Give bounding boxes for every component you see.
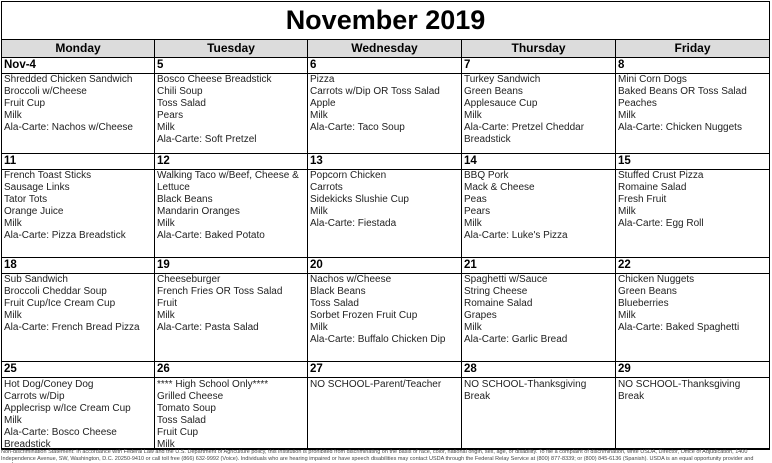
day-cell bbox=[616, 58, 769, 154]
day-cell bbox=[2, 258, 155, 362]
menu-item: Milk bbox=[4, 415, 22, 426]
menu-item: Ala-Carte: Luke's Pizza bbox=[464, 230, 568, 241]
menu-item: Grilled Cheese bbox=[157, 391, 224, 402]
menu-item: Milk bbox=[157, 122, 175, 133]
day-cell bbox=[155, 58, 308, 154]
day-cell bbox=[462, 154, 616, 258]
calendar-title: November 2019 bbox=[2, 2, 769, 40]
menu-item: French Toast Sticks bbox=[4, 170, 92, 181]
menu-item: Milk bbox=[157, 439, 175, 449]
menu-item: Peas bbox=[464, 194, 487, 205]
day-cell bbox=[462, 362, 616, 449]
menu-item: Carrots w/Dip bbox=[4, 391, 65, 402]
menu-items bbox=[2, 74, 154, 134]
day-number: 27 bbox=[308, 362, 461, 378]
menu-item: Milk bbox=[464, 218, 482, 229]
day-cell bbox=[2, 362, 155, 449]
menu-item: Stuffed Crust Pizza bbox=[618, 170, 704, 181]
menu-items bbox=[2, 274, 154, 334]
menu-items bbox=[2, 378, 154, 449]
menu-items bbox=[308, 378, 461, 391]
menu-item: Black Beans bbox=[157, 194, 213, 205]
menu-item: Chili Soup bbox=[157, 86, 203, 97]
day-cell bbox=[462, 258, 616, 362]
day-header-tuesday: Tuesday bbox=[155, 40, 308, 58]
menu-item: Romaine Salad bbox=[618, 182, 687, 193]
menu-item: Ala-Carte: Egg Roll bbox=[618, 218, 704, 229]
menu-item: Milk bbox=[310, 110, 328, 121]
menu-items bbox=[462, 378, 615, 403]
menu-item: Milk bbox=[618, 310, 636, 321]
menu-item: Milk bbox=[4, 218, 22, 229]
menu-items bbox=[308, 274, 461, 346]
day-cell bbox=[308, 362, 462, 449]
day-number: 26 bbox=[155, 362, 307, 378]
menu-item: Ala-Carte: Pizza Breadstick bbox=[4, 230, 126, 241]
menu-item: Ala-Carte: Soft Pretzel bbox=[157, 134, 257, 145]
non-discrimination-statement: Non-discrimination Statement: In accordance with Federal Law and the U.S. Department of Agriculture policy, this institution is prohibited from discriminating on the basis of race, color, national origin, sex, age, or disability. To file a complaint of discrimination, write USDA, Director, Office of Adjudication, 1400 Independence Avenue, SW, Washington, D.C. 20250-9410 or call toll free (866) 632-9992 (Voice). Individuals who are hearing impaired or have speech disabilities may contact USDA through the Federal Relay Service at (800) 877-8339; or (800) 845-6136 (Spanish). USDA is an equal opportunity provider and bbox=[1, 449, 754, 462]
day-number: 14 bbox=[462, 154, 615, 170]
menu-item: Sub Sandwich bbox=[4, 274, 68, 285]
menu-item: Spaghetti w/Sauce bbox=[464, 274, 548, 285]
menu-item: Mini Corn Dogs bbox=[618, 74, 687, 85]
menu-item: Milk bbox=[618, 206, 636, 217]
menu-item: Ala-Carte: Pretzel Cheddar Breadstick bbox=[464, 122, 585, 145]
day-number: 8 bbox=[616, 58, 769, 74]
menu-item: Sausage Links bbox=[4, 182, 70, 193]
menu-item: Baked Beans OR Toss Salad bbox=[618, 86, 747, 97]
menu-item: Sorbet Frozen Fruit Cup bbox=[310, 310, 418, 321]
menu-item: Chicken Nuggets bbox=[618, 274, 695, 285]
menu-item: Ala-Carte: French Bread Pizza bbox=[4, 322, 140, 333]
menu-item: Black Beans bbox=[310, 286, 366, 297]
menu-item: Romaine Salad bbox=[464, 298, 533, 309]
day-number: 7 bbox=[462, 58, 615, 74]
menu-items bbox=[616, 378, 769, 403]
menu-items bbox=[155, 74, 307, 146]
day-header-monday: Monday bbox=[2, 40, 155, 58]
menu-item: Fresh Fruit bbox=[618, 194, 667, 205]
day-cell bbox=[616, 362, 769, 449]
menu-item: Applesauce Cup bbox=[464, 98, 538, 109]
menu-item: Popcorn Chicken bbox=[310, 170, 387, 181]
menu-item: NO SCHOOL-Thanksgiving Break bbox=[618, 379, 741, 402]
menu-item: NO SCHOOL-Parent/Teacher bbox=[310, 379, 442, 390]
menu-item: Mandarin Oranges bbox=[157, 206, 240, 217]
menu-item: Ala-Carte: Buffalo Chicken Dip bbox=[310, 334, 446, 345]
day-number: 5 bbox=[155, 58, 307, 74]
menu-item: Apple bbox=[310, 98, 336, 109]
menu-item: Grapes bbox=[464, 310, 497, 321]
menu-item: Milk bbox=[310, 322, 328, 333]
day-cell bbox=[462, 58, 616, 154]
menu-item: Shredded Chicken Sandwich bbox=[4, 74, 133, 85]
menu-item: Pizza bbox=[310, 74, 335, 85]
menu-item: Fruit bbox=[157, 298, 177, 309]
day-header-friday: Friday bbox=[616, 40, 769, 58]
menu-item: Carrots bbox=[310, 182, 343, 193]
day-number: 15 bbox=[616, 154, 769, 170]
day-cell bbox=[2, 58, 155, 154]
menu-item: Turkey Sandwich bbox=[464, 74, 541, 85]
day-number: 20 bbox=[308, 258, 461, 274]
menu-item: Ala-Carte: Bosco Cheese Breadstick bbox=[4, 427, 117, 449]
day-number: 11 bbox=[2, 154, 154, 170]
menu-item: Ala-Carte: Nachos w/Cheese bbox=[4, 122, 133, 133]
menu-item: Peaches bbox=[618, 98, 657, 109]
menu-item: Blueberries bbox=[618, 298, 669, 309]
menu-items bbox=[616, 74, 769, 134]
day-cell bbox=[616, 154, 769, 258]
menu-item: Toss Salad bbox=[157, 98, 206, 109]
day-cell bbox=[155, 154, 308, 258]
menu-items bbox=[155, 378, 307, 449]
menu-items bbox=[462, 170, 615, 242]
day-header-thursday: Thursday bbox=[462, 40, 616, 58]
menu-item: Milk bbox=[4, 110, 22, 121]
day-header-wednesday: Wednesday bbox=[308, 40, 462, 58]
menu-item: Ala-Carte: Chicken Nuggets bbox=[618, 122, 742, 133]
menu-items bbox=[462, 74, 615, 146]
menu-item: Ala-Carte: Garlic Bread bbox=[464, 334, 568, 345]
menu-item: Cheeseburger bbox=[157, 274, 221, 285]
day-number: 28 bbox=[462, 362, 615, 378]
menu-items bbox=[2, 170, 154, 242]
day-cell bbox=[308, 58, 462, 154]
menu-item: Toss Salad bbox=[310, 298, 359, 309]
day-cell bbox=[616, 258, 769, 362]
menu-items bbox=[308, 170, 461, 230]
day-number: 22 bbox=[616, 258, 769, 274]
day-cell bbox=[2, 154, 155, 258]
day-cell bbox=[155, 362, 308, 449]
day-cell bbox=[155, 258, 308, 362]
day-number: 6 bbox=[308, 58, 461, 74]
menu-item: Milk bbox=[464, 322, 482, 333]
menu-item: Ala-Carte: Fiestada bbox=[310, 218, 397, 229]
menu-item: Bosco Cheese Breadstick bbox=[157, 74, 272, 85]
menu-item: Green Beans bbox=[464, 86, 523, 97]
menu-item: Sidekicks Slushie Cup bbox=[310, 194, 409, 205]
calendar-grid bbox=[2, 40, 769, 449]
menu-item: Hot Dog/Coney Dog bbox=[4, 379, 94, 390]
menu-item: Pears bbox=[157, 110, 184, 121]
day-cell bbox=[308, 154, 462, 258]
menu-item: String Cheese bbox=[464, 286, 528, 297]
day-number: 29 bbox=[616, 362, 769, 378]
menu-item: NO SCHOOL-Thanksgiving Break bbox=[464, 379, 587, 402]
day-number: Nov-4 bbox=[2, 58, 154, 74]
menu-item: Milk bbox=[4, 310, 22, 321]
menu-item: BBQ Pork bbox=[464, 170, 509, 181]
menu-item: French Fries OR Toss Salad bbox=[157, 286, 283, 297]
menu-item: Fruit Cup bbox=[157, 427, 199, 438]
menu-item: Ala-Carte: Baked Spaghetti bbox=[618, 322, 740, 333]
day-number: 21 bbox=[462, 258, 615, 274]
menu-item: Green Beans bbox=[618, 286, 677, 297]
menu-items bbox=[462, 274, 615, 346]
menu-item: Pears bbox=[464, 206, 491, 217]
menu-item: Orange Juice bbox=[4, 206, 64, 217]
menu-item: Mack & Cheese bbox=[464, 182, 535, 193]
menu-item: Carrots w/Dip OR Toss Salad bbox=[310, 86, 440, 97]
menu-item: Walking Taco w/Beef, Cheese & Lettuce bbox=[157, 170, 299, 193]
day-number: 25 bbox=[2, 362, 154, 378]
day-number: 19 bbox=[155, 258, 307, 274]
menu-item: Toss Salad bbox=[157, 415, 206, 426]
day-number: 13 bbox=[308, 154, 461, 170]
menu-item: Fruit Cup bbox=[4, 98, 46, 109]
menu-item: Broccoli w/Cheese bbox=[4, 86, 87, 97]
menu-item: Tator Tots bbox=[4, 194, 48, 205]
menu-item: Applecrisp w/Ice Cream Cup bbox=[4, 403, 131, 414]
menu-items bbox=[616, 170, 769, 230]
menu-item: Ala-Carte: Pasta Salad bbox=[157, 322, 259, 333]
menu-item: **** High School Only**** bbox=[157, 379, 269, 390]
menu-item: Nachos w/Cheese bbox=[310, 274, 392, 285]
menu-item: Milk bbox=[618, 110, 636, 121]
menu-calendar bbox=[1, 1, 770, 450]
menu-item: Milk bbox=[310, 206, 328, 217]
menu-items bbox=[155, 170, 307, 242]
day-cell bbox=[308, 258, 462, 362]
menu-item: Milk bbox=[464, 110, 482, 121]
menu-item: Milk bbox=[157, 310, 175, 321]
menu-item: Ala-Carte: Baked Potato bbox=[157, 230, 265, 241]
menu-items bbox=[308, 74, 461, 134]
menu-items bbox=[616, 274, 769, 334]
menu-item: Fruit Cup/Ice Cream Cup bbox=[4, 298, 116, 309]
menu-item: Ala-Carte: Taco Soup bbox=[310, 122, 405, 133]
day-number: 12 bbox=[155, 154, 307, 170]
menu-items bbox=[155, 274, 307, 334]
day-number: 18 bbox=[2, 258, 154, 274]
menu-item: Milk bbox=[157, 218, 175, 229]
menu-item: Broccoli Cheddar Soup bbox=[4, 286, 107, 297]
menu-item: Tomato Soup bbox=[157, 403, 216, 414]
